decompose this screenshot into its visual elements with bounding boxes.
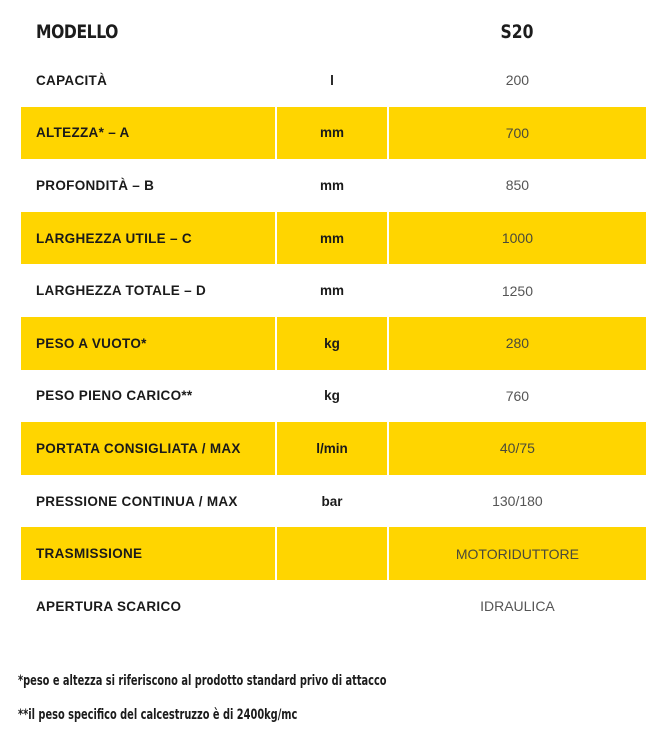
spec-unit: mm (277, 212, 387, 265)
table-row (21, 422, 646, 475)
table-row (21, 107, 646, 160)
spec-label: PROFONDITÀ – B (36, 177, 155, 193)
table-row (21, 527, 646, 580)
spec-table (21, 8, 646, 633)
spec-label: ALTEZZA* – A (21, 107, 275, 160)
table-row (21, 580, 646, 633)
spec-value: MOTORIDUTTORE (389, 527, 646, 580)
footnote-weight-height: *peso e altezza si riferiscono al prodotto standard privo di attacco (18, 673, 387, 689)
spec-value: 200 (505, 72, 530, 89)
spec-unit (277, 580, 387, 633)
spec-value: 280 (389, 317, 646, 370)
spec-label: LARGHEZZA UTILE – C (21, 212, 275, 265)
spec-value: 700 (389, 107, 646, 160)
spec-value: 850 (505, 177, 530, 194)
spec-unit: l (330, 72, 334, 88)
spec-label: PESO A VUOTO* (21, 317, 275, 370)
spec-value: 760 (505, 387, 530, 404)
spec-label: PRESSIONE CONTINUA / MAX (36, 493, 238, 509)
model-header-label: MODELLO (36, 21, 118, 43)
spec-unit (277, 527, 387, 580)
table-row (21, 159, 646, 212)
spec-label: TRASMISSIONE (21, 527, 275, 580)
spec-value: 40/75 (389, 422, 646, 475)
footnote-concrete-density: **il peso specifico del calcestruzzo è di 2400kg/mc (18, 707, 298, 723)
spec-label: CAPACITÀ (36, 72, 108, 88)
footnotes (18, 672, 490, 740)
spec-unit: kg (277, 317, 387, 370)
spec-value: 130/180 (492, 493, 543, 510)
spec-unit: bar (321, 493, 343, 509)
table-row (21, 264, 646, 317)
spec-value: IDRAULICA (480, 598, 555, 615)
table-row (21, 475, 646, 528)
spec-value: 1250 (501, 282, 533, 299)
table-row (21, 212, 646, 265)
spec-unit: mm (320, 177, 345, 193)
spec-label: PORTATA CONSIGLIATA / MAX (21, 422, 275, 475)
spec-unit: kg (324, 388, 340, 404)
spec-label: APERTURA SCARICO (36, 598, 182, 614)
spec-unit: l/min (277, 422, 387, 475)
spec-label: PESO PIENO CARICO** (36, 388, 193, 404)
spec-rows (21, 54, 646, 633)
spec-value: 1000 (389, 212, 646, 265)
table-row (21, 370, 646, 423)
table-row (21, 317, 646, 370)
table-row (21, 54, 646, 107)
model-name: S20 (500, 21, 534, 43)
spec-unit: mm (320, 283, 345, 299)
table-header (21, 8, 646, 54)
spec-unit: mm (277, 107, 387, 160)
spec-label: LARGHEZZA TOTALE – D (36, 283, 206, 299)
